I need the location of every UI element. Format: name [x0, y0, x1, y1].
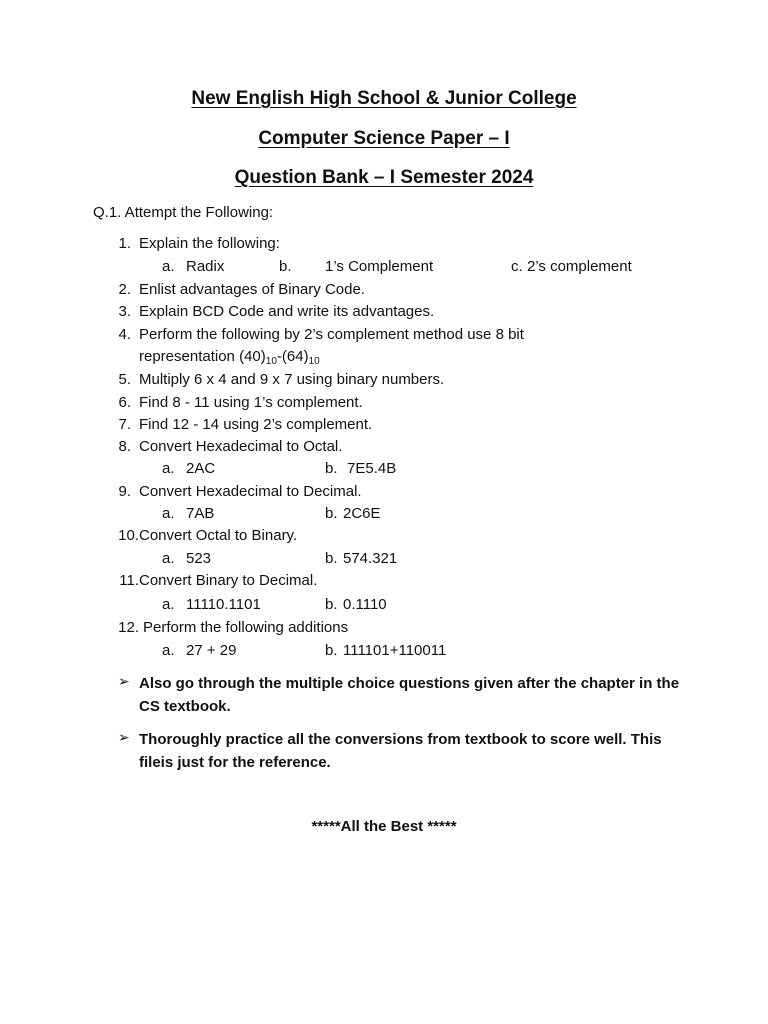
question-bank-page: New English High School & Junior College Computer Science Paper – I Question Bank – I Semester 2024 Q.1. Attempt the Following: 1. Explain the following: a. Radix b. 1’s Complement c. 2’s complement 2. Enlist advantages of Binary Code. 3. Explain BCD Code and write its advantages. 4. Perform the following by 2’s complement method use 8 bit representation $(40)_{10}-(64)_{10}$ 5. Multiply 6 x 4 and 9 x 7 using binary numbers. 6. Find 8 - 11 using 1’s complement. 7. Find 12 - 14 using 2’s complement. 8. Convert Hexadecimal to Octal. a. 2AC b. 7E5.4B 9. Convert Hexadecimal to Decimal. a. 7AB b. 2C6E 10. Convert Octal to Binary. a. 523 b. 574.321 11. Convert Binary to Decimal. a. 11110.1101 b. 0.1110 12. Perform the following additions a. 27 + 29 b. 111101+110011 ➢ Also go through the multiple choice questions given after the chapter in the CS textbook. ➢ Thoroughly practice all the conversions from textbook to score well. This fileis just for the reference. *****All the Best *****	[0, 0, 768, 1024]
school-title: New English High School & Junior College	[191, 88, 577, 109]
bank-title: Question Bank – I Semester 2024	[234, 167, 534, 188]
paper-title: Computer Science Paper – I	[258, 128, 510, 149]
note-practice: Thoroughly practice all the conversions from textbook to score well. This fileis just for the reference.	[139, 731, 662, 771]
arrow-bullet-icon: ➢	[118, 673, 130, 689]
note-mcq: Also go through the multiple choice questions given after the chapter in the CS textbook.	[139, 675, 680, 715]
section-heading: Q.1. Attempt the Following:	[93, 204, 274, 221]
closing-message: *****All the Best *****	[311, 818, 457, 835]
arrow-bullet-icon: ➢	[118, 729, 130, 745]
